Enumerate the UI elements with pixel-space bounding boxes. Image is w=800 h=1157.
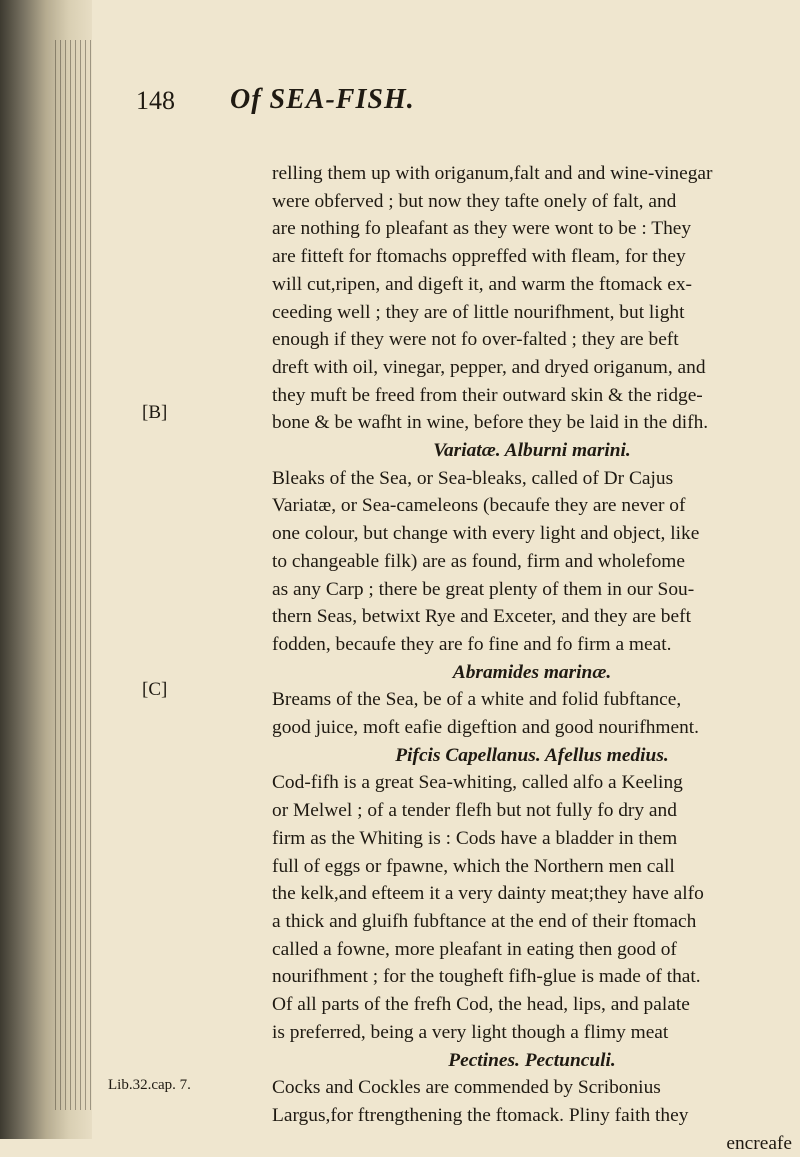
text-line: to changeable filk) are as found, firm and wholefome <box>272 550 685 572</box>
text-line: fodden, becaufe they are fo fine and fo firm a meat. <box>272 633 672 655</box>
text-line: ceeding well ; they are of little nourifhment, but light <box>272 301 685 323</box>
text-line: Cod-fifh is a great Sea-whiting, called alfo a Keeling <box>272 772 683 794</box>
text-line: Variatæ, or Sea-cameleons (becaufe they are never of <box>272 495 686 517</box>
page-number: 148 <box>136 86 175 115</box>
text-line: bone & be wafht in wine, before they be laid in the difh. <box>272 412 709 434</box>
text-line: as any Carp ; there be great plenty of them in our Sou- <box>272 578 695 600</box>
text-line: one colour, but change with every light and object, like <box>272 523 700 545</box>
text-line: were obferved ; but now they tafte onely of falt, and <box>272 190 677 212</box>
section-heading: Pifcis Capellanus. Afellus medius. <box>395 744 669 766</box>
text-line: thern Seas, betwixt Rye and Exceter, and they are beft <box>272 606 691 628</box>
text-line: Of all parts of the frefh Cod, the head, lips, and palate <box>272 994 690 1016</box>
text-line: is preferred, being a very light though a flimy meat <box>272 1021 669 1043</box>
text-line: firm as the Whiting is : Cods have a bladder in them <box>272 827 678 849</box>
text-line: are nothing fo pleafant as they were wont to be : They <box>272 218 692 240</box>
text-line: the kelk,and efteem it a very dainty meat;they have alfo <box>272 883 704 905</box>
text-line: Cocks and Cockles are commended by Scribonius <box>272 1077 661 1099</box>
text-line: called a fowne, more pleafant in eating then good of <box>272 938 677 960</box>
section-heading: Pectines. Pectunculi. <box>448 1049 616 1071</box>
section-heading: Abramides marinæ. <box>452 661 612 683</box>
book-binding-shadow <box>0 0 92 1139</box>
text-line: a thick and gluifh fubftance at the end of their ftomach <box>272 910 697 932</box>
text-line: relling them up with origanum,falt and and wine-vinegar <box>272 163 713 184</box>
text-line: Breams of the Sea, be of a white and folid fubftance, <box>272 689 682 711</box>
text-line: Largus,for ftrengthening the ftomack. Pliny faith they <box>272 1104 689 1126</box>
page-body <box>272 160 792 1157</box>
text-line: Bleaks of the Sea, or Sea-bleaks, called of Dr Cajus <box>272 467 674 489</box>
text-line: they muft be freed from their outward skin & the ridge- <box>272 384 703 406</box>
margin-note-b: [B] <box>142 402 168 423</box>
text-line: good juice, moft eafie digeftion and good nourifhment. <box>272 717 700 739</box>
text-line: or Melwel ; of a tender flefh but not fully fo dry and <box>272 800 677 822</box>
text-line: enough if they were not fo over-falted ; they are beft <box>272 329 679 351</box>
text-line: are fitteft for ftomachs oppreffed with fleam, for they <box>272 246 686 268</box>
text-line: nourifhment ; for the tougheft fifh-glue is made of that. <box>272 966 701 988</box>
binding-edge-lines <box>55 40 95 1110</box>
text-line: will cut,ripen, and digeft it, and warm the ftomack ex- <box>272 273 692 295</box>
catchword: encreafe <box>726 1132 792 1154</box>
text-line: dreft with oil, vinegar, pepper, and dryed origanum, and <box>272 356 706 378</box>
book-page <box>100 60 800 1154</box>
text-line: full of eggs or fpawne, which the Northern men call <box>272 855 675 877</box>
running-title: Of SEA-FISH. <box>230 84 415 115</box>
page-header <box>100 72 720 116</box>
margin-citation: Lib.32.cap. 7. <box>108 1077 191 1093</box>
margin-note-c: [C] <box>142 679 168 700</box>
section-heading: Variatæ. Alburni marini. <box>433 440 631 462</box>
